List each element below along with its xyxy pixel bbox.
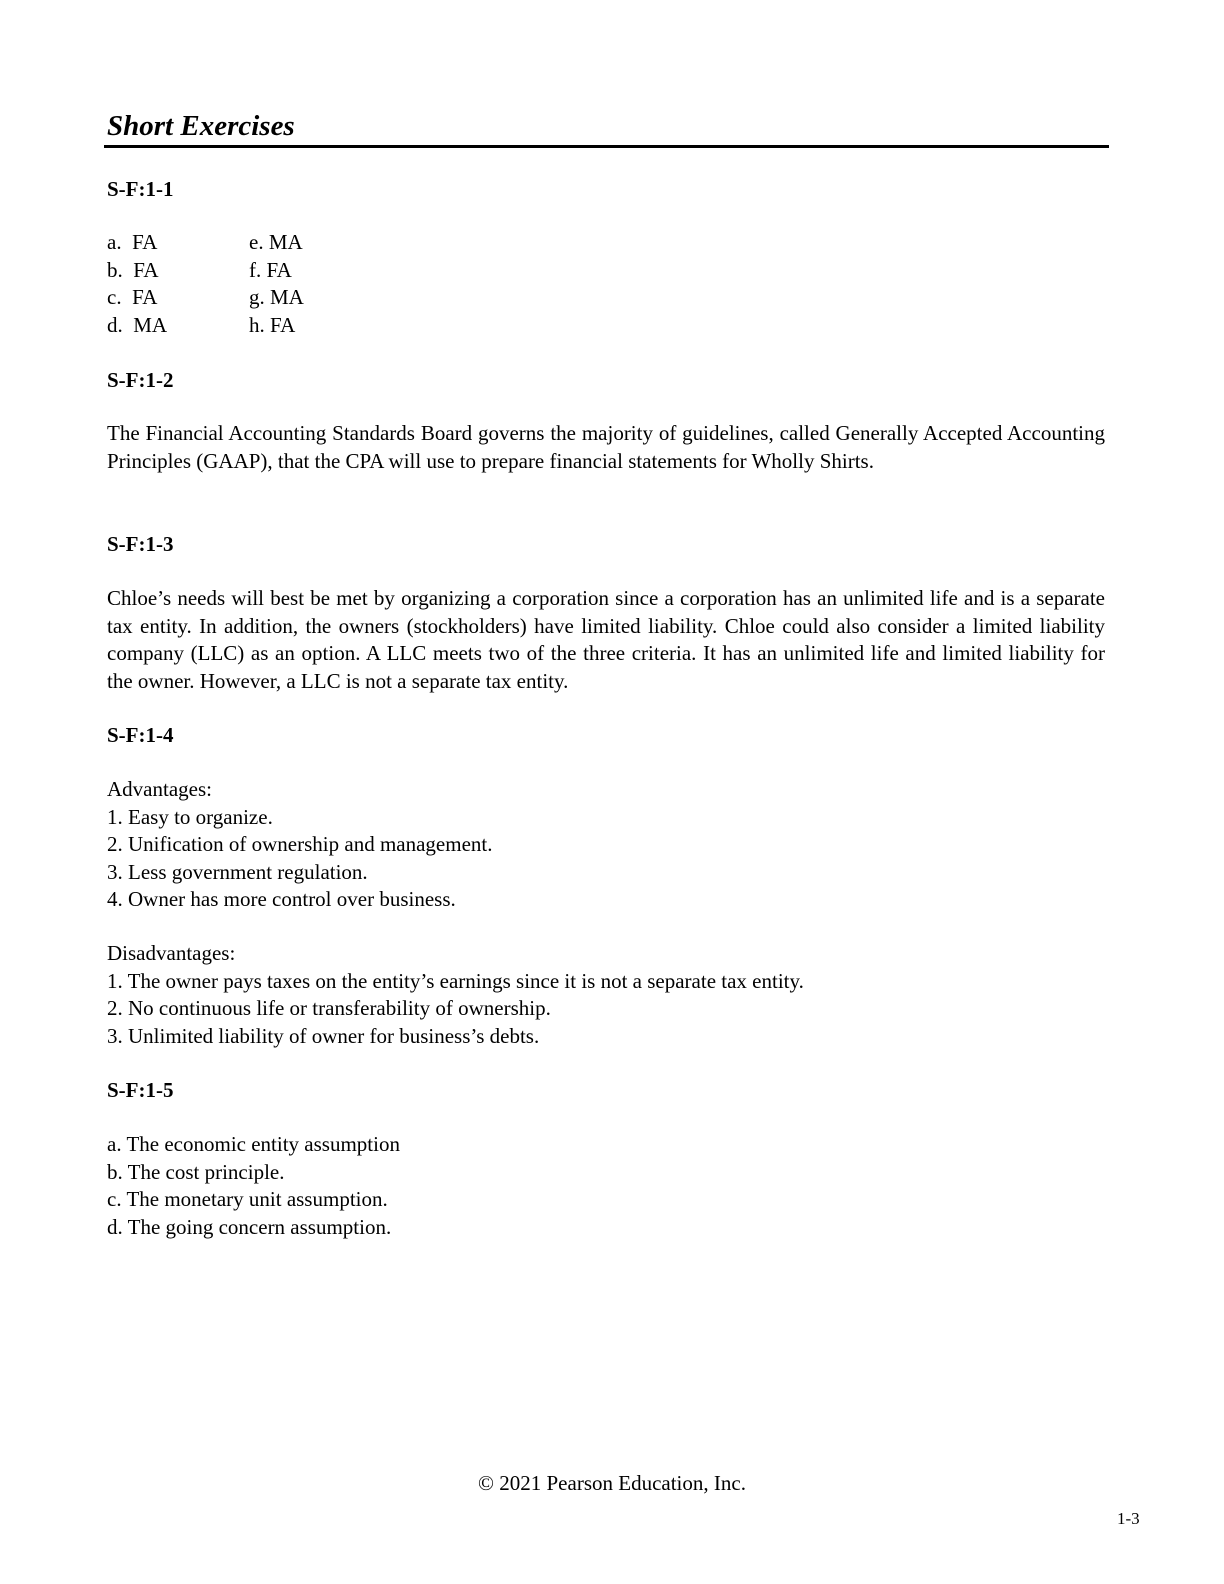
disadvantages-list xyxy=(107,940,1107,1050)
list-item: b. The cost principle. xyxy=(107,1159,285,1184)
list-item: 1. The owner pays taxes on the entity’s earnings since it is not a separate tax entity. xyxy=(107,968,804,993)
advantages-list xyxy=(107,776,1107,914)
assumptions-list xyxy=(107,1131,1107,1241)
answer-item: d. MA xyxy=(107,312,168,337)
section-heading-s-f-1-5: S-F:1-5 xyxy=(107,1078,174,1102)
page-number: 1-3 xyxy=(1117,1509,1140,1528)
section-heading-s-f-1-3: S-F:1-3 xyxy=(107,532,174,556)
advantages-label: Advantages: xyxy=(107,777,212,801)
answer-item: c. FA xyxy=(107,285,158,309)
list-item: 4. Owner has more control over business. xyxy=(107,887,456,911)
title-rule xyxy=(104,145,1109,148)
list-item: 3. Less government regulation. xyxy=(107,859,368,884)
page-title: Short Exercises xyxy=(107,110,295,142)
section-paragraph-s-f-1-2: The Financial Accounting Standards Board governs the majority of guidelines, called Generally Accepted Accounting Principles (GAAP), that the CPA will use to prepare financial statements for Wholly Shirts. xyxy=(107,421,1105,473)
answer-item: f. FA xyxy=(249,257,292,282)
list-item: a. The economic entity assumption xyxy=(107,1132,400,1156)
answer-grid xyxy=(107,229,407,339)
section-heading-s-f-1-2: S-F:1-2 xyxy=(107,368,174,392)
answer-row xyxy=(107,284,407,312)
section-heading-s-f-1-1: S-F:1-1 xyxy=(107,177,174,201)
answer-item: b. FA xyxy=(107,257,159,282)
disadvantages-label: Disadvantages: xyxy=(107,941,236,965)
answer-row xyxy=(107,257,407,285)
section-paragraph-s-f-1-3: Chloe’s needs will best be met by organizing a corporation since a corporation has an unlimited life and is a separate tax entity. In addition, the owners (stockholders) have limited liability. Chloe could also consider a limited liability company (LLC) as an option. A LLC meets two of the three criteria. It has an unlimited life and limited liability for the owner. However, a LLC is not a separate tax entity. xyxy=(107,586,1105,693)
answer-row xyxy=(107,312,407,340)
list-item: c. The monetary unit assumption. xyxy=(107,1187,388,1211)
copyright-footer: © 2021 Pearson Education, Inc. xyxy=(478,1471,746,1495)
section-heading-s-f-1-4: S-F:1-4 xyxy=(107,723,174,747)
list-item: 1. Easy to organize. xyxy=(107,804,273,829)
answer-item: g. MA xyxy=(249,285,304,309)
answer-item: e. MA xyxy=(249,230,303,254)
answer-item: a. FA xyxy=(107,230,158,254)
list-item: d. The going concern assumption. xyxy=(107,1214,392,1239)
list-item: 3. Unlimited liability of owner for business’s debts. xyxy=(107,1023,540,1048)
list-item: 2. No continuous life or transferability of ownership. xyxy=(107,996,551,1020)
list-item: 2. Unification of ownership and management. xyxy=(107,832,493,856)
answer-row xyxy=(107,229,407,257)
answer-item: h. FA xyxy=(249,312,296,337)
